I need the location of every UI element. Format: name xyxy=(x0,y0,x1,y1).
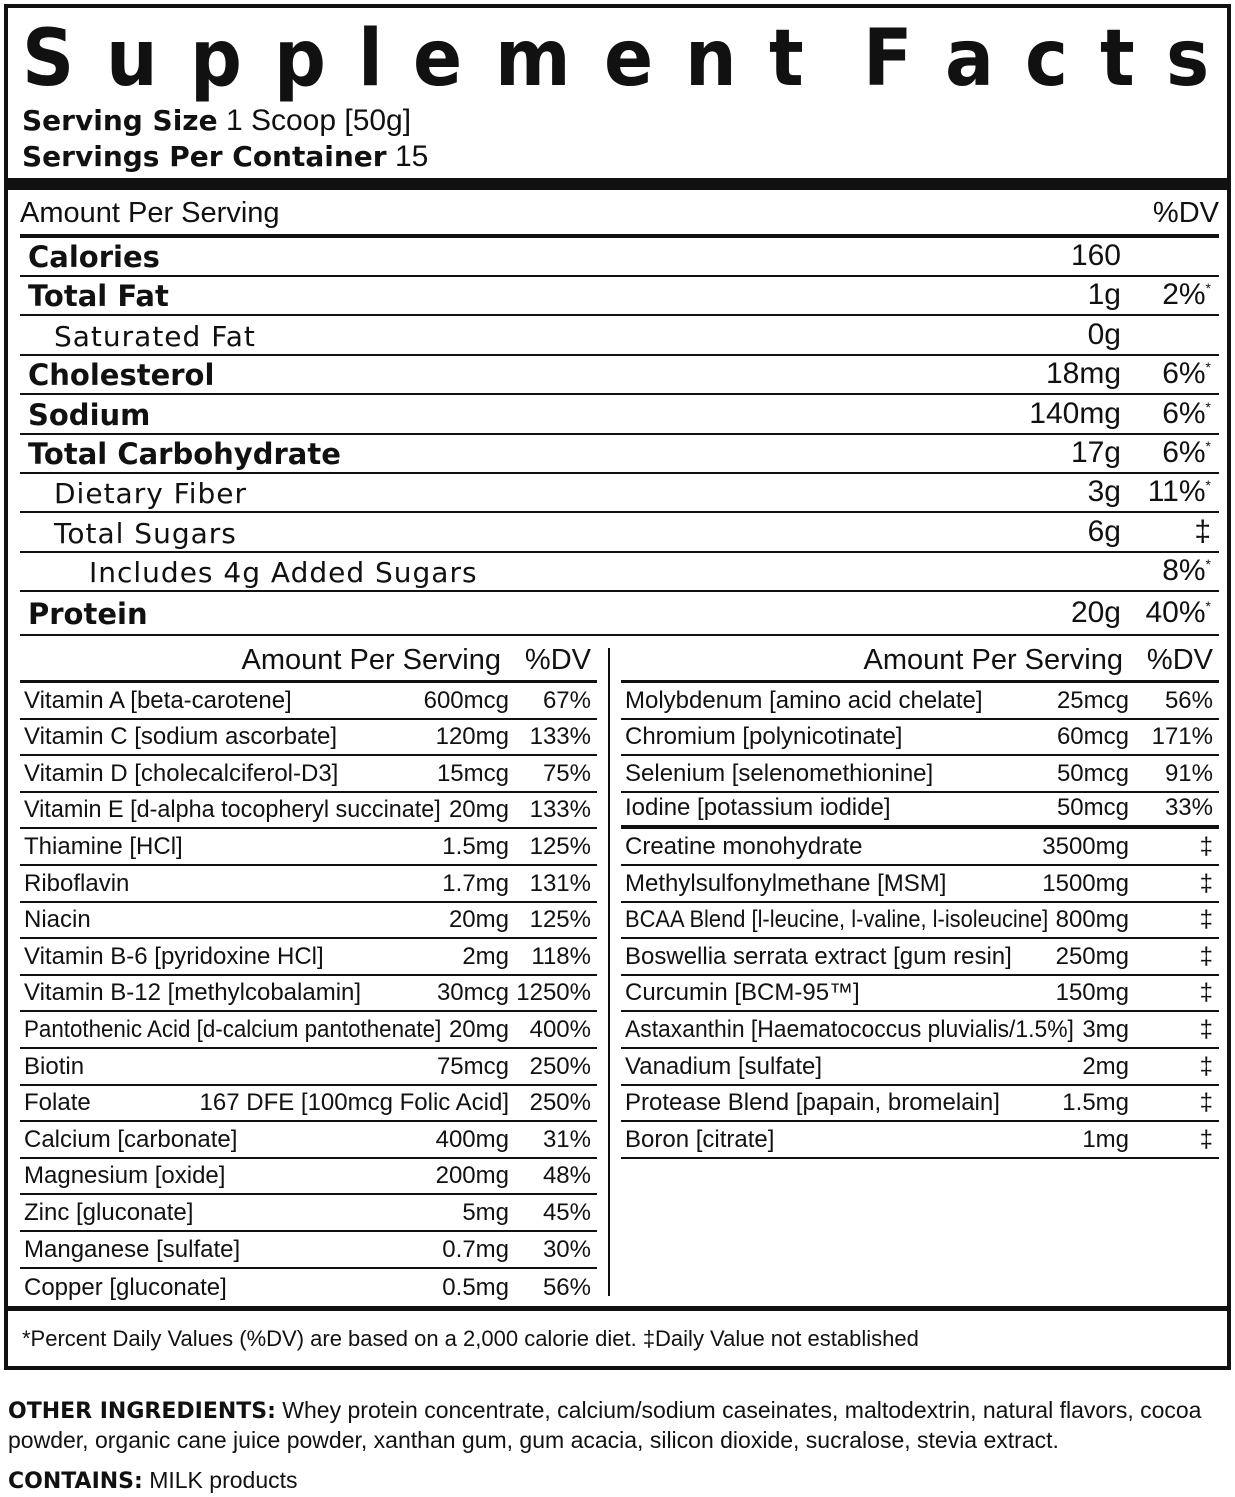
ingredient-dv: 30% xyxy=(542,1235,591,1263)
nutrient-amount: 1g xyxy=(1087,278,1121,312)
nutrient-amount: 17g xyxy=(1070,436,1121,469)
title-letter: m xyxy=(494,14,571,104)
ingredient-name: Iodine [potassium iodide] xyxy=(625,794,891,822)
title-letter: F xyxy=(863,14,913,104)
ingredient-row xyxy=(621,1049,1219,1086)
ingredient-dv: 250% xyxy=(529,1052,591,1080)
nutrient-row xyxy=(20,277,1219,316)
title-letter: u xyxy=(106,14,159,104)
ingredient-dv: ‡ xyxy=(1199,1015,1213,1043)
ingredient-amount: 5mg xyxy=(462,1198,509,1226)
ingredient-dv: ‡ xyxy=(1199,832,1213,860)
nutrient-name: Includes 4g Added Sugars xyxy=(89,556,478,590)
dv-asterisk: * xyxy=(1205,359,1211,376)
ingredient-name: Calcium [carbonate] xyxy=(24,1125,238,1153)
other-ingredients xyxy=(8,1396,1208,1455)
ingredient-dv: 45% xyxy=(542,1198,591,1226)
ingredient-name: Protease Blend [papain, bromelain] xyxy=(625,1089,1000,1117)
ingredient-row xyxy=(20,903,597,940)
nutrient-amount: 0g xyxy=(1087,317,1121,351)
ingredient-row xyxy=(621,903,1219,940)
ingredient-dv: 67% xyxy=(542,686,591,714)
ingredient-dv: ‡ xyxy=(1199,1125,1213,1153)
contains-text: MILK products xyxy=(142,1467,298,1493)
ingredient-name: Molybdenum [amino acid chelate] xyxy=(625,686,983,714)
ingredient-dv: 133% xyxy=(529,796,591,824)
ingredient-row xyxy=(20,1012,597,1049)
ingredient-amount: 1500mg xyxy=(1042,869,1129,897)
nutrient-row xyxy=(20,238,1219,277)
ingredient-dv: ‡ xyxy=(1199,1052,1213,1080)
column-dv-header: %DV xyxy=(1146,644,1213,676)
ingredient-amount: 150mg xyxy=(1055,979,1129,1007)
ingredient-amount: 200mg xyxy=(435,1162,509,1190)
nutrient-name: Protein xyxy=(28,596,148,631)
ingredient-row xyxy=(621,939,1219,976)
ingredient-dv: 118% xyxy=(531,942,591,970)
nutrient-amount: 140mg xyxy=(1029,396,1121,430)
nutrient-dv-value: 6% xyxy=(1162,396,1206,430)
ingredient-name: Methylsulfonylmethane [MSM] xyxy=(625,869,947,897)
ingredient-row xyxy=(20,866,597,903)
ingredient-amount: 1mg xyxy=(1082,1125,1129,1153)
contains-label: CONTAINS: xyxy=(8,1469,143,1494)
ingredient-dv: ‡ xyxy=(1199,869,1213,897)
ingredient-row xyxy=(621,1122,1219,1159)
ingredient-row xyxy=(621,1012,1219,1049)
ingredient-name: Magnesium [oxide] xyxy=(24,1162,226,1190)
ingredient-row xyxy=(20,793,597,830)
ingredient-amount: 2mg xyxy=(462,942,509,970)
ingredient-row xyxy=(20,939,597,976)
nutrient-dv xyxy=(1162,357,1211,391)
ingredient-name: Pantothenic Acid [d-calcium pantothenate] xyxy=(24,1015,442,1043)
ingredient-dv: ‡ xyxy=(1199,1089,1213,1117)
ingredient-dv: ‡ xyxy=(1199,979,1213,1007)
ingredient-name: Niacin xyxy=(24,906,91,934)
ingredient-name: Manganese [sulfate] xyxy=(24,1235,241,1263)
ingredient-amount: 120mg xyxy=(435,723,509,751)
nutrient-dv-value: 6% xyxy=(1162,436,1206,469)
ingredient-amount: 0.5mg xyxy=(442,1274,509,1302)
thick-divider xyxy=(8,1306,1227,1311)
nutrient-dv xyxy=(1194,515,1211,549)
nutrient-dv xyxy=(1162,554,1211,588)
ingredient-amount: 1.7mg xyxy=(442,869,509,897)
nutrient-name: Saturated Fat xyxy=(54,319,256,353)
ingredient-amount: 20mg xyxy=(448,1015,509,1043)
ingredient-dv: ‡ xyxy=(1199,942,1213,970)
title-letter: a xyxy=(944,14,994,104)
nutrient-dv-value: 6% xyxy=(1162,357,1206,391)
ingredient-name: Biotin xyxy=(24,1052,85,1080)
ingredient-row xyxy=(20,1122,597,1159)
title-letter: c xyxy=(1025,14,1069,104)
dv-asterisk: * xyxy=(1205,477,1211,494)
other-ingredients-label: OTHER INGREDIENTS: xyxy=(8,1399,276,1424)
ingredient-row xyxy=(621,720,1219,757)
column-dv-header: %DV xyxy=(524,644,591,676)
ingredient-row xyxy=(621,976,1219,1013)
ingredient-dv: 33% xyxy=(1164,794,1213,822)
ingredient-row xyxy=(20,829,597,866)
servings-per-container-value: 15 xyxy=(394,140,429,173)
nutrient-name: Total Fat xyxy=(28,279,169,314)
ingredient-name: Curcumin [BCM-95™] xyxy=(625,979,860,1007)
minerals-column xyxy=(621,638,1219,1159)
nutrient-row xyxy=(20,356,1219,395)
ingredient-dv: 171% xyxy=(1151,723,1213,751)
ingredient-name: Selenium [selenomethionine] xyxy=(625,759,934,787)
title-letter: t xyxy=(769,14,804,104)
ingredient-amount: 60mcg xyxy=(1056,723,1129,751)
ingredient-row xyxy=(621,756,1219,793)
ingredient-name: Astaxanthin [Haematococcus pluvialis/1.5%] xyxy=(625,1015,1074,1043)
title-letter: n xyxy=(685,14,738,104)
ingredient-name: Creatine monohydrate xyxy=(625,832,863,860)
title-letter: p xyxy=(274,14,327,104)
title-letter: l xyxy=(358,14,384,104)
ingredient-dv: 133% xyxy=(529,723,591,751)
amount-per-serving-label: Amount Per Serving xyxy=(20,197,280,229)
ingredient-amount: 400mg xyxy=(435,1125,509,1153)
nutrient-dv-value: 11% xyxy=(1147,475,1206,509)
ingredient-row xyxy=(621,866,1219,903)
ingredient-dv: 31% xyxy=(542,1125,591,1153)
ingredient-row xyxy=(20,1232,597,1269)
ingredient-row xyxy=(20,1195,597,1232)
ingredient-name: Riboflavin xyxy=(24,869,130,897)
nutrient-name: Total Sugars xyxy=(54,516,237,550)
column-amount-header: Amount Per Serving xyxy=(863,644,1123,676)
ingredient-row xyxy=(20,1049,597,1086)
ingredient-name: Vitamin B-6 [pyridoxine HCl] xyxy=(24,942,324,970)
serving-size-label: Serving Size xyxy=(22,104,218,137)
ingredient-row xyxy=(20,1269,597,1306)
ingredient-name: Chromium [polynicotinate] xyxy=(625,723,903,751)
ingredient-row xyxy=(621,829,1219,866)
ingredient-amount: 800mg xyxy=(1055,906,1129,934)
ingredient-amount: 25mcg xyxy=(1056,686,1129,714)
ingredient-dv: 91% xyxy=(1164,759,1213,787)
column-header xyxy=(20,638,597,683)
serving-size-value: 1 Scoop [50g] xyxy=(225,104,412,137)
nutrient-name: Calories xyxy=(28,240,160,274)
dv-asterisk: * xyxy=(1205,438,1211,454)
nutrient-amount: 160 xyxy=(1070,239,1121,272)
ingredient-name: Folate xyxy=(24,1089,91,1117)
nutrient-row xyxy=(20,396,1219,435)
nutrient-row xyxy=(20,514,1219,553)
nutrient-amount: 20g xyxy=(1070,595,1121,629)
nutrient-amount: 6g xyxy=(1087,514,1121,548)
ingredient-name: Vitamin C [sodium ascorbate] xyxy=(24,723,338,751)
ingredient-row xyxy=(20,1159,597,1196)
title-letter: s xyxy=(1165,14,1209,104)
nutrient-name: Dietary Fiber xyxy=(54,477,248,511)
nutrient-name: Sodium xyxy=(28,397,151,432)
dv-asterisk: * xyxy=(1205,597,1211,614)
ingredient-amount: 1.5mg xyxy=(442,832,509,860)
nutrient-row xyxy=(20,317,1219,356)
nutrient-dv-value: 40% xyxy=(1145,595,1206,629)
dv-asterisk: * xyxy=(1205,556,1211,573)
nutrient-name: Total Carbohydrate xyxy=(28,437,341,471)
other-ingredients-text: Whey protein concentrate, calcium/sodium caseinates, maltodextrin, natural flavors, cocoa powder, organic cane juice powder, xanthan gum, gum acacia, silicon dioxide, sucralose, stevia extract. xyxy=(8,1397,1202,1453)
ingredient-dv: 1250% xyxy=(516,979,591,1007)
ingredient-amount: 0.7mg xyxy=(442,1235,509,1263)
ingredient-name: Copper [gluconate] xyxy=(24,1274,227,1302)
thick-divider xyxy=(8,178,1227,190)
ingredient-dv: 56% xyxy=(1164,686,1213,714)
nutrient-dv xyxy=(1162,397,1211,431)
ingredient-dv: 56% xyxy=(542,1274,591,1302)
title-letter: t xyxy=(1099,14,1135,104)
ingredient-name: Vitamin D [cholecalciferol-D3] xyxy=(24,759,339,787)
nutrient-dv-value: ‡ xyxy=(1194,514,1211,548)
ingredient-amount: 30mcg xyxy=(436,979,509,1007)
ingredient-amount: 250mg xyxy=(1055,942,1129,970)
ingredient-amount: 3mg xyxy=(1082,1015,1129,1043)
dv-asterisk: * xyxy=(1205,398,1211,415)
ingredient-name: Vitamin B-12 [methylcobalamin] xyxy=(24,979,362,1007)
ingredient-name: Thiamine [HCl] xyxy=(24,832,183,860)
dv-label: %DV xyxy=(1152,197,1219,229)
ingredient-amount: 167 DFE [100mcg Folic Acid] xyxy=(199,1089,509,1117)
ingredient-name: Boron [citrate] xyxy=(625,1125,775,1153)
nutrient-amount: 18mg xyxy=(1045,357,1121,391)
dv-asterisk: * xyxy=(1205,280,1211,297)
ingredient-name: Vanadium [sulfate] xyxy=(625,1052,823,1080)
ingredient-amount: 50mcg xyxy=(1056,794,1129,822)
nutrient-amount: 3g xyxy=(1087,475,1121,509)
ingredient-amount: 75mcg xyxy=(436,1052,509,1080)
column-divider xyxy=(608,648,610,1296)
ingredient-amount: 2mg xyxy=(1082,1052,1129,1080)
nutrient-dv-value: 8% xyxy=(1162,554,1206,588)
ingredient-dv: 125% xyxy=(529,832,591,860)
nutrient-dv-value: 2% xyxy=(1162,278,1206,312)
title-letter: e xyxy=(604,14,654,104)
nutrient-name: Cholesterol xyxy=(28,358,215,393)
ingredient-amount: 20mg xyxy=(448,796,509,824)
nutrient-row xyxy=(20,553,1219,592)
ingredient-row xyxy=(621,793,1219,830)
ingredient-row xyxy=(20,1086,597,1123)
ingredient-row xyxy=(621,683,1219,720)
ingredient-amount: 20mg xyxy=(448,906,509,934)
nutrient-dv xyxy=(1148,475,1211,509)
serving-size xyxy=(22,104,411,138)
ingredient-amount: 3500mg xyxy=(1042,832,1129,860)
ingredient-dv: 75% xyxy=(542,759,591,787)
nutrient-dv xyxy=(1162,436,1211,470)
ingredient-name: Zinc [gluconate] xyxy=(24,1198,194,1226)
nutrient-row xyxy=(20,435,1219,474)
ingredient-amount: 50mcg xyxy=(1056,759,1129,787)
ingredient-row xyxy=(20,976,597,1013)
ingredient-name: Vitamin E [d-alpha tocopheryl succinate] xyxy=(24,796,441,824)
ingredient-name: Boswellia serrata extract [gum resin] xyxy=(625,942,1012,970)
title-letter: S xyxy=(22,14,75,104)
ingredient-row xyxy=(20,720,597,757)
ingredient-row xyxy=(20,683,597,720)
ingredient-dv: 48% xyxy=(542,1162,591,1190)
ingredient-amount: 1.5mg xyxy=(1062,1089,1129,1117)
panel-title xyxy=(22,16,1212,102)
amount-header xyxy=(20,192,1219,234)
nutrient-dv xyxy=(1146,596,1212,630)
ingredient-dv: 400% xyxy=(529,1015,591,1043)
ingredient-name: BCAA Blend [l-leucine, l-valine, l-isoleucine] xyxy=(625,906,1049,934)
column-amount-header: Amount Per Serving xyxy=(241,644,501,676)
ingredient-amount: 15mcg xyxy=(436,759,509,787)
ingredient-dv: ‡ xyxy=(1199,906,1213,934)
servings-per-container-label: Servings Per Container xyxy=(22,140,387,173)
ingredient-dv: 131% xyxy=(529,869,591,897)
servings-per-container xyxy=(22,140,428,174)
ingredient-amount: 600mcg xyxy=(423,686,509,714)
ingredient-row xyxy=(621,1086,1219,1123)
column-header xyxy=(621,638,1219,683)
ingredient-name: Vitamin A [beta-carotene] xyxy=(24,686,292,714)
supplement-facts-panel xyxy=(4,4,1231,1370)
vitamins-column xyxy=(20,638,597,1305)
title-letter: p xyxy=(190,14,243,104)
footnote: *Percent Daily Values (%DV) are based on a 2,000 calorie diet. ‡Daily Value not established xyxy=(22,1326,919,1351)
macro-divider xyxy=(20,634,1219,636)
nutrient-row xyxy=(20,593,1219,632)
ingredient-dv: 250% xyxy=(529,1089,591,1117)
allergen-statement xyxy=(8,1466,298,1496)
nutrient-row xyxy=(20,474,1219,513)
ingredient-row xyxy=(20,756,597,793)
nutrient-dv xyxy=(1162,278,1211,312)
title-letter: e xyxy=(413,14,463,104)
ingredient-dv: 125% xyxy=(529,906,591,934)
